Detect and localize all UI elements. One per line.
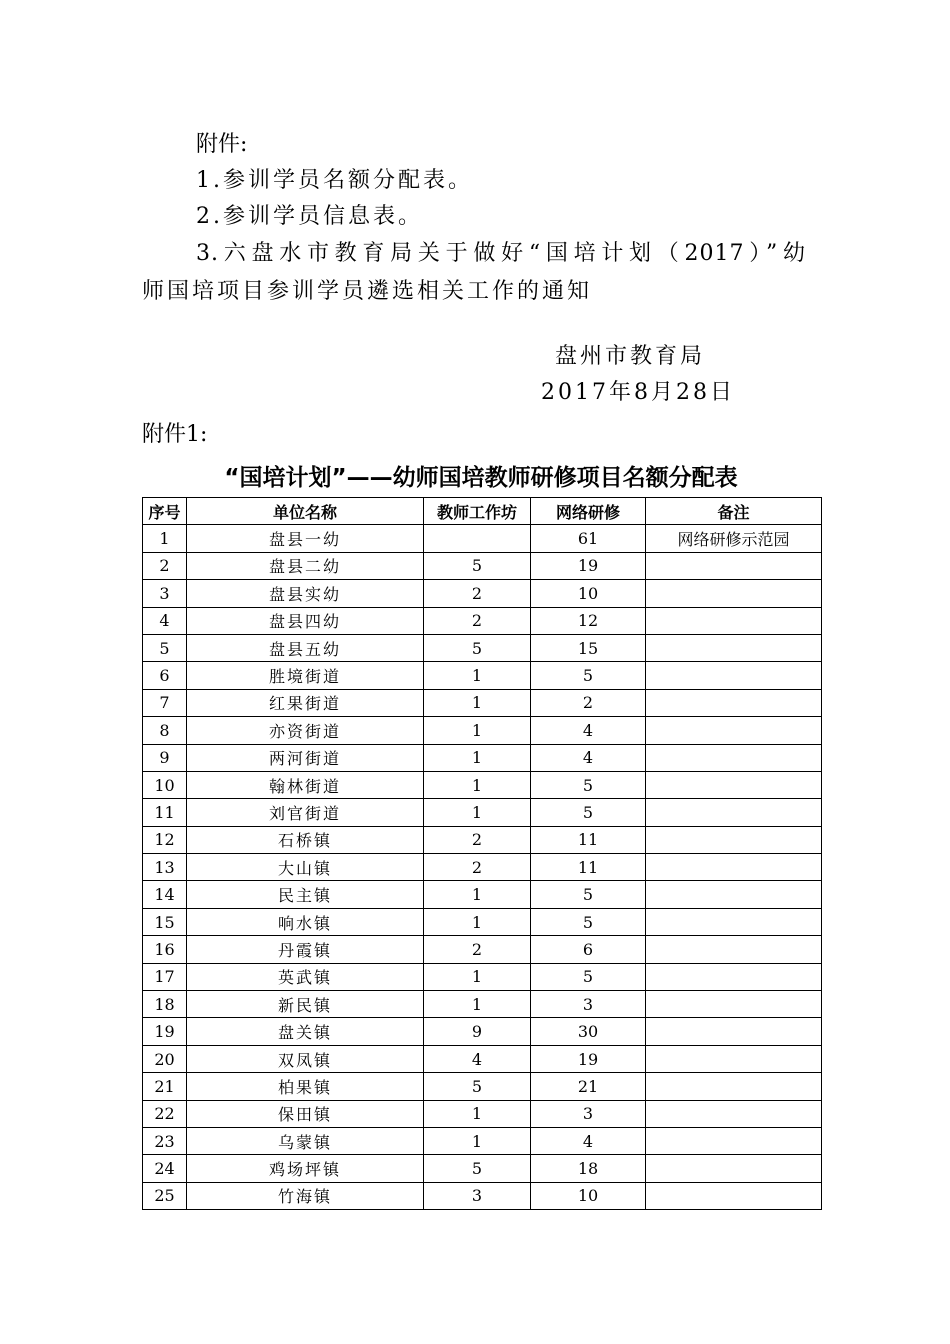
cell-index: 14 xyxy=(143,881,187,908)
table-row xyxy=(143,963,822,990)
cell-remarks xyxy=(646,854,822,881)
cell-online: 4 xyxy=(531,744,646,771)
cell-unit-name: 亦资街道 xyxy=(187,717,424,744)
cell-workshop: 5 xyxy=(424,552,531,579)
cell-workshop: 1 xyxy=(424,744,531,771)
cell-index: 5 xyxy=(143,634,187,661)
signature-date: 2017年8月28日 xyxy=(541,380,735,405)
cell-online: 15 xyxy=(531,634,646,661)
attachment-item-3: 3.六盘水市教育局关于做好“国培计划（2017）”幼 xyxy=(196,241,806,266)
cell-workshop: 4 xyxy=(424,1045,531,1072)
table-row xyxy=(143,1182,822,1209)
cell-remarks xyxy=(646,799,822,826)
cell-online: 4 xyxy=(531,717,646,744)
cell-online: 5 xyxy=(531,963,646,990)
cell-unit-name: 盘县四幼 xyxy=(187,607,424,634)
cell-unit-name: 鸡场坪镇 xyxy=(187,1155,424,1182)
table-row xyxy=(143,689,822,716)
cell-online: 19 xyxy=(531,552,646,579)
cell-unit-name: 盘县二幼 xyxy=(187,552,424,579)
cell-unit-name: 民主镇 xyxy=(187,881,424,908)
cell-unit-name: 响水镇 xyxy=(187,908,424,935)
cell-unit-name: 翰林街道 xyxy=(187,771,424,798)
cell-online: 11 xyxy=(531,826,646,853)
table-row xyxy=(143,854,822,881)
cell-online: 61 xyxy=(531,525,646,552)
cell-online: 5 xyxy=(531,799,646,826)
cell-remarks xyxy=(646,936,822,963)
cell-remarks xyxy=(646,662,822,689)
table-row xyxy=(143,1100,822,1127)
cell-online: 5 xyxy=(531,771,646,798)
cell-index: 3 xyxy=(143,580,187,607)
attachment-item-2: 2.参训学员信息表。 xyxy=(196,204,423,229)
table-row xyxy=(143,1155,822,1182)
cell-online: 5 xyxy=(531,881,646,908)
cell-workshop: 1 xyxy=(424,881,531,908)
cell-online: 12 xyxy=(531,607,646,634)
cell-online: 5 xyxy=(531,908,646,935)
cell-unit-name: 刘官街道 xyxy=(187,799,424,826)
allocation-table xyxy=(142,497,822,1210)
attachments-heading: 附件: xyxy=(196,132,248,157)
table-row xyxy=(143,1018,822,1045)
cell-remarks xyxy=(646,689,822,716)
cell-index: 17 xyxy=(143,963,187,990)
cell-remarks xyxy=(646,1155,822,1182)
cell-unit-name: 乌蒙镇 xyxy=(187,1127,424,1154)
table-title: “国培计划”——幼师国培教师研修项目名额分配表 xyxy=(224,465,738,491)
cell-workshop: 5 xyxy=(424,634,531,661)
cell-remarks xyxy=(646,771,822,798)
cell-index: 23 xyxy=(143,1127,187,1154)
cell-remarks xyxy=(646,1182,822,1209)
cell-workshop: 2 xyxy=(424,826,531,853)
cell-unit-name: 竹海镇 xyxy=(187,1182,424,1209)
cell-remarks xyxy=(646,908,822,935)
table-row xyxy=(143,799,822,826)
cell-online: 2 xyxy=(531,689,646,716)
cell-workshop: 1 xyxy=(424,799,531,826)
table-row xyxy=(143,552,822,579)
appendix-label: 附件1: xyxy=(142,422,208,447)
cell-index: 19 xyxy=(143,1018,187,1045)
attachment-item-3-continued: 师国培项目参训学员遴选相关工作的通知 xyxy=(142,279,593,304)
cell-unit-name: 英武镇 xyxy=(187,963,424,990)
cell-index: 22 xyxy=(143,1100,187,1127)
cell-index: 12 xyxy=(143,826,187,853)
table-row xyxy=(143,607,822,634)
table-row xyxy=(143,771,822,798)
cell-workshop: 2 xyxy=(424,936,531,963)
table-body xyxy=(143,525,822,1210)
cell-unit-name: 丹霞镇 xyxy=(187,936,424,963)
cell-remarks xyxy=(646,717,822,744)
cell-remarks xyxy=(646,634,822,661)
table-row xyxy=(143,1073,822,1100)
cell-index: 1 xyxy=(143,525,187,552)
table-row xyxy=(143,525,822,552)
column-header-workshop: 教师工作坊 xyxy=(424,498,531,525)
cell-remarks xyxy=(646,991,822,1018)
column-header-online: 网络研修 xyxy=(531,498,646,525)
cell-workshop: 2 xyxy=(424,580,531,607)
cell-workshop: 1 xyxy=(424,908,531,935)
cell-workshop: 1 xyxy=(424,1100,531,1127)
cell-workshop: 9 xyxy=(424,1018,531,1045)
cell-workshop: 2 xyxy=(424,854,531,881)
column-header-index: 序号 xyxy=(143,498,187,525)
table-row xyxy=(143,908,822,935)
cell-online: 3 xyxy=(531,991,646,1018)
table-row xyxy=(143,1127,822,1154)
cell-index: 18 xyxy=(143,991,187,1018)
cell-unit-name: 保田镇 xyxy=(187,1100,424,1127)
cell-online: 18 xyxy=(531,1155,646,1182)
table-row xyxy=(143,662,822,689)
cell-workshop: 1 xyxy=(424,662,531,689)
cell-index: 4 xyxy=(143,607,187,634)
cell-unit-name: 盘县一幼 xyxy=(187,525,424,552)
cell-index: 15 xyxy=(143,908,187,935)
cell-unit-name: 胜境街道 xyxy=(187,662,424,689)
cell-online: 21 xyxy=(531,1073,646,1100)
cell-workshop: 1 xyxy=(424,771,531,798)
cell-workshop: 1 xyxy=(424,963,531,990)
cell-online: 10 xyxy=(531,1182,646,1209)
cell-online: 6 xyxy=(531,936,646,963)
cell-remarks xyxy=(646,1073,822,1100)
cell-online: 11 xyxy=(531,854,646,881)
table-row xyxy=(143,634,822,661)
attachment-item-1: 1.参训学员名额分配表。 xyxy=(196,168,473,193)
signature-org: 盘州市教育局 xyxy=(555,344,706,369)
cell-unit-name: 石桥镇 xyxy=(187,826,424,853)
cell-index: 6 xyxy=(143,662,187,689)
cell-unit-name: 红果街道 xyxy=(187,689,424,716)
cell-remarks xyxy=(646,1100,822,1127)
cell-remarks xyxy=(646,1127,822,1154)
cell-unit-name: 柏果镇 xyxy=(187,1073,424,1100)
cell-online: 30 xyxy=(531,1018,646,1045)
cell-workshop: 1 xyxy=(424,717,531,744)
cell-remarks xyxy=(646,963,822,990)
cell-index: 13 xyxy=(143,854,187,881)
cell-remarks: 网络研修示范园 xyxy=(646,525,822,552)
cell-online: 10 xyxy=(531,580,646,607)
cell-workshop: 3 xyxy=(424,1182,531,1209)
cell-index: 10 xyxy=(143,771,187,798)
table-row xyxy=(143,881,822,908)
column-header-remarks: 备注 xyxy=(646,498,822,525)
cell-remarks xyxy=(646,881,822,908)
cell-index: 9 xyxy=(143,744,187,771)
cell-index: 25 xyxy=(143,1182,187,1209)
table-row xyxy=(143,717,822,744)
cell-index: 7 xyxy=(143,689,187,716)
cell-index: 2 xyxy=(143,552,187,579)
cell-online: 4 xyxy=(531,1127,646,1154)
table-row xyxy=(143,936,822,963)
cell-workshop: 1 xyxy=(424,1127,531,1154)
cell-workshop: 5 xyxy=(424,1155,531,1182)
table-header-row xyxy=(143,498,822,525)
cell-workshop: 5 xyxy=(424,1073,531,1100)
cell-unit-name: 盘县五幼 xyxy=(187,634,424,661)
table-row xyxy=(143,744,822,771)
table-row xyxy=(143,991,822,1018)
cell-unit-name: 双凤镇 xyxy=(187,1045,424,1072)
cell-online: 5 xyxy=(531,662,646,689)
table-row xyxy=(143,580,822,607)
cell-workshop: 1 xyxy=(424,689,531,716)
cell-unit-name: 盘县实幼 xyxy=(187,580,424,607)
cell-index: 8 xyxy=(143,717,187,744)
cell-index: 16 xyxy=(143,936,187,963)
cell-workshop: 2 xyxy=(424,607,531,634)
cell-remarks xyxy=(646,580,822,607)
table-row xyxy=(143,826,822,853)
cell-remarks xyxy=(646,1045,822,1072)
cell-remarks xyxy=(646,744,822,771)
cell-unit-name: 新民镇 xyxy=(187,991,424,1018)
cell-unit-name: 两河街道 xyxy=(187,744,424,771)
cell-remarks xyxy=(646,1018,822,1045)
cell-unit-name: 大山镇 xyxy=(187,854,424,881)
cell-workshop xyxy=(424,525,531,552)
cell-remarks xyxy=(646,826,822,853)
cell-index: 20 xyxy=(143,1045,187,1072)
cell-index: 11 xyxy=(143,799,187,826)
cell-index: 24 xyxy=(143,1155,187,1182)
cell-online: 19 xyxy=(531,1045,646,1072)
cell-workshop: 1 xyxy=(424,991,531,1018)
column-header-unit: 单位名称 xyxy=(187,498,424,525)
cell-online: 3 xyxy=(531,1100,646,1127)
cell-remarks xyxy=(646,552,822,579)
cell-remarks xyxy=(646,607,822,634)
table-row xyxy=(143,1045,822,1072)
cell-unit-name: 盘关镇 xyxy=(187,1018,424,1045)
cell-index: 21 xyxy=(143,1073,187,1100)
